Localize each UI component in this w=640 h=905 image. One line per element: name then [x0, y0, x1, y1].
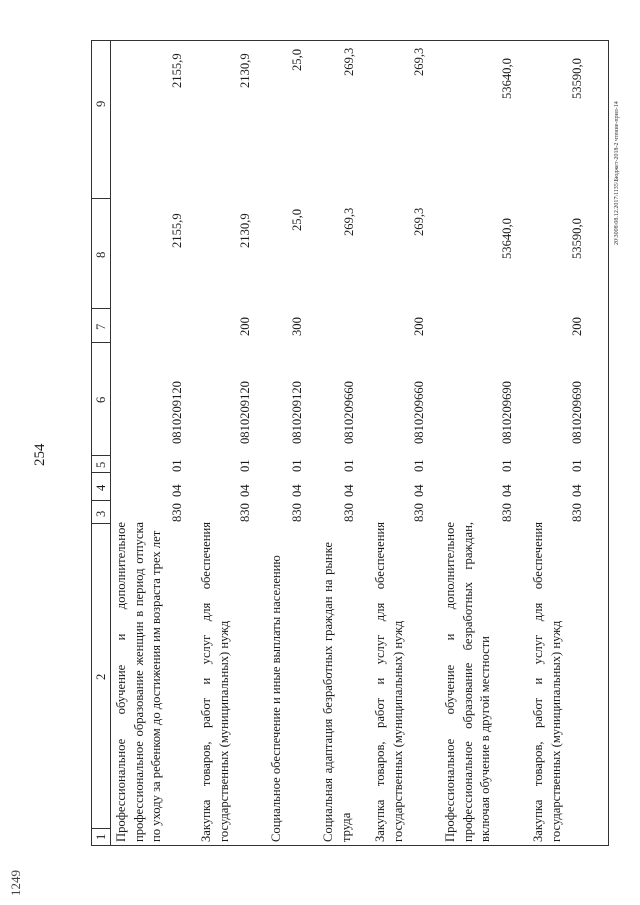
row-5-c7: 200 [412, 317, 426, 336]
row-3-c3: 830 [290, 503, 304, 522]
col-divider-4-5 [91, 472, 110, 473]
row-7-c8: 53590,0 [570, 218, 584, 259]
row-6-c9: 53640,0 [500, 58, 514, 99]
row-2-c7: 200 [238, 317, 252, 336]
col-header-9: 9 [94, 100, 108, 107]
row-2-description: Закупка товаров, работ и услуг для обеспечения государственных (муниципальных) нужд [199, 522, 231, 842]
table-bottom-border [91, 845, 609, 846]
col-header-3: 3 [94, 510, 108, 517]
row-5-c6: 0810209660 [412, 381, 426, 444]
col-header-8: 8 [94, 251, 108, 258]
row-5-description: Закупка товаров, работ и услуг для обеспечения государственных (муниципальных) нужд [373, 522, 405, 842]
row-3-description: Социальное обеспечение и иные выплаты населению [269, 555, 283, 842]
row-6-c5: 01 [500, 459, 514, 472]
margin-mark: 1249 [8, 870, 23, 896]
col-divider-8-9 [91, 198, 110, 199]
row-1-description: Профессиональное обучение и дополнительное профессиональное образование женщин в период отпуска по уходу за ребенком до достижения им возраста трех лет [114, 522, 163, 842]
row-3-c8: 25,0 [290, 208, 304, 231]
row-3-c4: 04 [290, 484, 304, 497]
col-divider-2-3 [91, 523, 110, 524]
row-4-c6: 0810209660 [342, 381, 356, 444]
col-divider-6-7 [91, 342, 110, 343]
row-7-c9: 53590,0 [570, 58, 584, 99]
row-4-c9: 269,3 [342, 47, 356, 76]
col-header-5: 5 [94, 461, 108, 468]
col-divider-3-4 [91, 500, 110, 501]
row-1-c6: 0810209120 [170, 381, 184, 444]
col-header-4: 4 [94, 484, 108, 491]
row-2-c6: 0810209120 [238, 381, 252, 444]
row-7-description: Закупка товаров, работ и услуг для обеспечения государственных (муниципальных) нужд [531, 522, 563, 842]
col-divider-1-2 [91, 828, 110, 829]
col-divider-7-8 [91, 308, 110, 309]
row-1-c8: 2155,9 [170, 213, 184, 248]
row-5-c9: 269,3 [412, 47, 426, 76]
row-1-c3: 830 [170, 503, 184, 522]
row-6-c4: 04 [500, 484, 514, 497]
row-4-c8: 269,3 [342, 207, 356, 236]
row-6-c6: 0810209690 [500, 381, 514, 444]
row-3-c5: 01 [290, 459, 304, 472]
row-5-c5: 01 [412, 459, 426, 472]
table-left-border [91, 40, 92, 846]
row-1-c5: 01 [170, 459, 184, 472]
col-header-7: 7 [94, 323, 108, 330]
row-3-c9: 25,0 [290, 48, 304, 71]
row-7-c3: 830 [570, 503, 584, 522]
row-6-description: Профессиональное обучение и дополнительное профессиональное образование безработных граждан, включая обучение в другой местности [443, 522, 492, 842]
row-7-c5: 01 [570, 459, 584, 472]
row-6-c3: 830 [500, 503, 514, 522]
col-header-1: 1 [94, 833, 108, 840]
table-top-border [91, 40, 609, 41]
row-2-c9: 2130,9 [238, 53, 252, 88]
row-6-c8: 53640,0 [500, 218, 514, 259]
row-2-c5: 01 [238, 459, 252, 472]
row-4-description: Социальная адаптация безработных граждан на рынке труда [321, 542, 353, 842]
header-row-divider [110, 40, 111, 846]
row-2-c4: 04 [238, 484, 252, 497]
row-5-c4: 04 [412, 484, 426, 497]
row-4-c4: 04 [342, 484, 356, 497]
row-7-c6: 0810209690 [570, 381, 584, 444]
row-7-c7: 200 [570, 317, 584, 336]
row-4-c3: 830 [342, 503, 356, 522]
footer-code: 20\3008\08.12.2017\1135\Бюджет-2018-2 чтение-прил-14 [614, 101, 620, 245]
row-5-c8: 269,3 [412, 207, 426, 236]
row-1-c9: 2155,9 [170, 53, 184, 88]
table-right-border [608, 40, 609, 846]
row-3-c6: 0810209120 [290, 381, 304, 444]
col-divider-5-6 [91, 455, 110, 456]
col-header-6: 6 [94, 396, 108, 403]
row-2-c8: 2130,9 [238, 213, 252, 248]
row-7-c4: 04 [570, 484, 584, 497]
row-3-c7: 300 [290, 317, 304, 336]
col-header-2: 2 [94, 673, 108, 680]
row-5-c3: 830 [412, 503, 426, 522]
row-1-c4: 04 [170, 484, 184, 497]
row-4-c5: 01 [342, 459, 356, 472]
page-number: 254 [32, 443, 48, 466]
row-2-c3: 830 [238, 503, 252, 522]
